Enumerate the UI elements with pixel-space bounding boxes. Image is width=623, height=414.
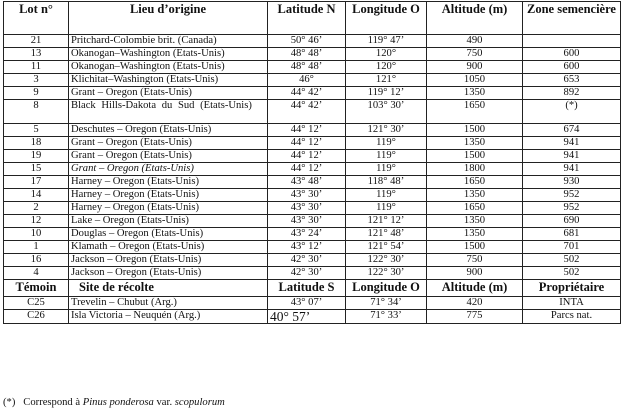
cell-zone: (*)	[523, 100, 621, 124]
cell-lon: 119°	[346, 202, 427, 215]
cell-lon: 121° 48’	[346, 228, 427, 241]
footnote-prefix: (*) Correspond à	[3, 397, 83, 408]
cell-alt: 1350	[427, 189, 523, 202]
table-row	[4, 228, 621, 241]
cell-lat: 42° 30’	[268, 267, 346, 280]
table-row	[4, 241, 621, 254]
table-row	[4, 254, 621, 267]
cell-zone: 952	[523, 202, 621, 215]
cell-zone: 930	[523, 176, 621, 189]
cell-alt: 1050	[427, 74, 523, 87]
cell-lat: 43° 30’	[268, 202, 346, 215]
control-header-row	[4, 280, 621, 297]
table-row	[4, 137, 621, 150]
header-altitude-m: Altitude (m)	[427, 280, 523, 297]
cell-lon: 119° 47’	[346, 35, 427, 48]
cell-origin: Harney – Oregon (Etats-Unis)	[69, 189, 268, 202]
table-row	[4, 267, 621, 280]
cell-zone: 941	[523, 150, 621, 163]
cell-zone: 941	[523, 163, 621, 176]
header-latitude: Latitude N	[268, 2, 346, 35]
cell-alt: 1350	[427, 137, 523, 150]
cell-lot: 2	[4, 202, 69, 215]
cell-lat: 48° 48’	[268, 61, 346, 74]
control-row	[4, 310, 621, 324]
table-row	[4, 48, 621, 61]
cell-lon: 122° 30’	[346, 267, 427, 280]
cell-lot: 19	[4, 150, 69, 163]
cell-lon: 121° 12’	[346, 215, 427, 228]
table-row	[4, 215, 621, 228]
cell-zone: 600	[523, 48, 621, 61]
cell-origin: Grant – Oregon (Etats-Unis)	[69, 150, 268, 163]
footnote-middle: var.	[153, 397, 175, 408]
cell-lat: 44° 12’	[268, 163, 346, 176]
cell-zone: 502	[523, 254, 621, 267]
provenance-table	[3, 1, 621, 324]
cell-zone: 653	[523, 74, 621, 87]
cell-origin: Okanogan–Washington (Etats-Unis)	[69, 61, 268, 74]
table-row	[4, 35, 621, 48]
header-longitude: Longitude O	[346, 2, 427, 35]
cell-alt: 1350	[427, 228, 523, 241]
header-proprietaire: Propriétaire	[523, 280, 621, 297]
cell-lon: 121°	[346, 74, 427, 87]
cell-lat: 43° 07’	[268, 297, 346, 310]
cell-lot: 13	[4, 48, 69, 61]
cell-lot: 11	[4, 61, 69, 74]
cell-lot: 16	[4, 254, 69, 267]
cell-lon: 120°	[346, 48, 427, 61]
cell-alt: 1650	[427, 176, 523, 189]
cell-id: C26	[4, 310, 69, 324]
cell-lot: 4	[4, 267, 69, 280]
cell-lot: 21	[4, 35, 69, 48]
cell-lat: 43° 30’	[268, 215, 346, 228]
cell-zone: 600	[523, 61, 621, 74]
cell-lat: 46°	[268, 74, 346, 87]
cell-alt: 1650	[427, 100, 523, 124]
cell-alt: 1350	[427, 87, 523, 100]
cell-origin: Grant – Oregon (Etats-Unis)	[69, 163, 268, 176]
control-row	[4, 297, 621, 310]
header-longitude-o: Longitude O	[346, 280, 427, 297]
header-latitude-s: Latitude S	[268, 280, 346, 297]
cell-lat: 44° 12’	[268, 150, 346, 163]
cell-alt: 1500	[427, 241, 523, 254]
cell-site: Isla Victoria – Neuquén (Arg.)	[69, 310, 268, 324]
header-origin: Lieu d’origine	[69, 2, 268, 35]
table-row	[4, 189, 621, 202]
table-row	[4, 124, 621, 137]
cell-lon: 119°	[346, 163, 427, 176]
cell-alt: 900	[427, 61, 523, 74]
footnote-species: Pinus ponderosa	[82, 397, 154, 408]
cell-origin: Jackson – Oregon (Etats-Unis)	[69, 267, 268, 280]
table-row	[4, 202, 621, 215]
cell-zone: 674	[523, 124, 621, 137]
cell-zone: 892	[523, 87, 621, 100]
cell-id: C25	[4, 297, 69, 310]
cell-lon: 120°	[346, 61, 427, 74]
cell-lon: 121° 54’	[346, 241, 427, 254]
cell-lon: 119°	[346, 137, 427, 150]
table-row	[4, 100, 621, 124]
header-lot: Lot n°	[4, 2, 69, 35]
cell-alt: 1350	[427, 215, 523, 228]
cell-alt: 1800	[427, 163, 523, 176]
cell-lot: 17	[4, 176, 69, 189]
cell-lat: 44° 12’	[268, 137, 346, 150]
cell-lot: 9	[4, 87, 69, 100]
cell-alt: 750	[427, 254, 523, 267]
table-row	[4, 150, 621, 163]
cell-site: Trevelin – Chubut (Arg.)	[69, 297, 268, 310]
cell-origin: Klichitat–Washington (Etats-Unis)	[69, 74, 268, 87]
cell-lat: 43° 30’	[268, 189, 346, 202]
cell-lot: 8	[4, 100, 69, 124]
cell-lat: 44° 42’	[268, 100, 346, 124]
cell-origin: Black Hills-Dakota du Sud (Etats-Unis)	[69, 100, 268, 124]
cell-lat: 43° 12’	[268, 241, 346, 254]
cell-origin: Okanogan–Washington (Etats-Unis)	[69, 48, 268, 61]
cell-origin: Grant – Oregon (Etats-Unis)	[69, 137, 268, 150]
cell-origin: Jackson – Oregon (Etats-Unis)	[69, 254, 268, 267]
cell-alt: 775	[427, 310, 523, 324]
cell-origin: Harney – Oregon (Etats-Unis)	[69, 176, 268, 189]
cell-lot: 1	[4, 241, 69, 254]
header-site: Site de récolte	[69, 280, 268, 297]
cell-zone: 690	[523, 215, 621, 228]
cell-zone: 701	[523, 241, 621, 254]
table-row	[4, 163, 621, 176]
cell-origin: Lake – Oregon (Etats-Unis)	[69, 215, 268, 228]
cell-origin: Pritchard-Colombie brit. (Canada)	[69, 35, 268, 48]
cell-alt: 900	[427, 267, 523, 280]
footnote-variety: scopulorum	[174, 397, 225, 408]
cell-lon: 71° 33’	[346, 310, 427, 324]
table-row	[4, 61, 621, 74]
cell-owner: INTA	[523, 297, 621, 310]
cell-zone: 502	[523, 267, 621, 280]
cell-lon: 71° 34’	[346, 297, 427, 310]
cell-origin: Deschutes – Oregon (Etats-Unis)	[69, 124, 268, 137]
cell-origin: Grant – Oregon (Etats-Unis)	[69, 87, 268, 100]
cell-lat: 50° 46’	[268, 35, 346, 48]
cell-lat: 44° 42’	[268, 87, 346, 100]
table-row	[4, 74, 621, 87]
cell-lon: 119°	[346, 189, 427, 202]
cell-lot: 12	[4, 215, 69, 228]
cell-alt: 1500	[427, 150, 523, 163]
cell-owner: Parcs nat.	[523, 310, 621, 324]
cell-lot: 18	[4, 137, 69, 150]
table-row	[4, 87, 621, 100]
footnote	[3, 397, 225, 408]
cell-lot: 14	[4, 189, 69, 202]
cell-alt: 420	[427, 297, 523, 310]
cell-origin: Klamath – Oregon (Etats-Unis)	[69, 241, 268, 254]
cell-lon: 103° 30’	[346, 100, 427, 124]
cell-alt: 490	[427, 35, 523, 48]
cell-lat: 43° 24’	[268, 228, 346, 241]
header-temoin: Témoin	[4, 280, 69, 297]
cell-lat: 48° 48’	[268, 48, 346, 61]
cell-lat: 40° 57’	[268, 310, 346, 324]
header-row	[4, 2, 621, 35]
cell-origin: Harney – Oregon (Etats-Unis)	[69, 202, 268, 215]
cell-zone: 952	[523, 189, 621, 202]
cell-zone	[523, 35, 621, 48]
header-zone: Zone semencière	[523, 2, 621, 35]
cell-alt: 750	[427, 48, 523, 61]
cell-lon: 122° 30’	[346, 254, 427, 267]
provenance-table-wrapper	[3, 1, 620, 324]
cell-lot: 15	[4, 163, 69, 176]
cell-zone: 681	[523, 228, 621, 241]
cell-lot: 10	[4, 228, 69, 241]
cell-lot: 5	[4, 124, 69, 137]
cell-lon: 119°	[346, 150, 427, 163]
cell-lat: 42° 30’	[268, 254, 346, 267]
cell-lat: 44° 12’	[268, 124, 346, 137]
cell-alt: 1500	[427, 124, 523, 137]
cell-lot: 3	[4, 74, 69, 87]
cell-origin: Douglas – Oregon (Etats-Unis)	[69, 228, 268, 241]
header-altitude: Altitude (m)	[427, 2, 523, 35]
table-row	[4, 176, 621, 189]
cell-lon: 119° 12’	[346, 87, 427, 100]
cell-alt: 1650	[427, 202, 523, 215]
cell-lon: 118° 48’	[346, 176, 427, 189]
cell-zone: 941	[523, 137, 621, 150]
cell-lon: 121° 30’	[346, 124, 427, 137]
cell-lat: 43° 48’	[268, 176, 346, 189]
